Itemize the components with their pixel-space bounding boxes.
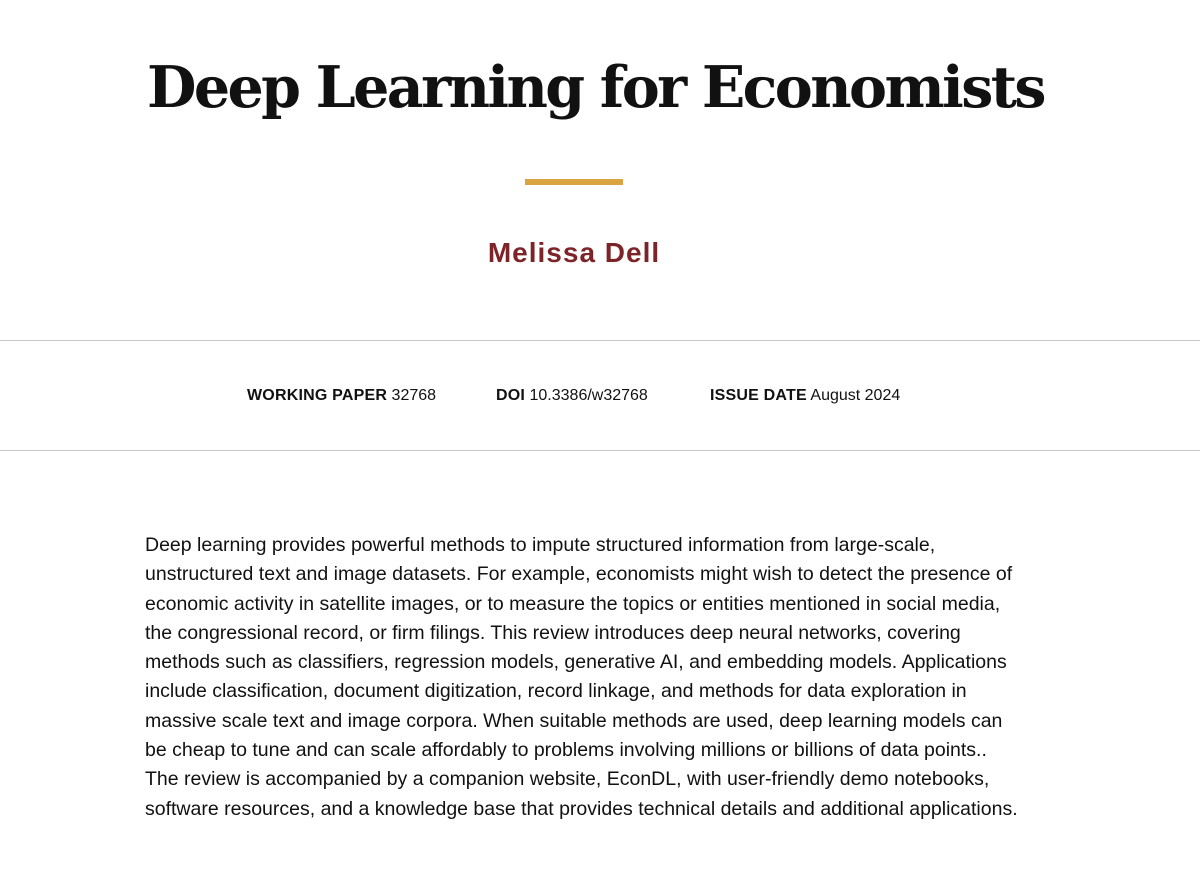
- title-accent-rule: [525, 179, 623, 185]
- doi-label: DOI: [496, 387, 526, 404]
- page-title: Deep Learning for Economists: [147, 54, 1044, 121]
- doi-info: [496, 386, 648, 406]
- author-link[interactable]: Melissa Dell: [487, 237, 661, 268]
- doi-value: 10.3386/w32768: [529, 387, 648, 404]
- paper-metadata-bar: [0, 340, 1200, 451]
- abstract-text: Deep learning provides powerful methods to impute structured information from large-scale, unstructured text and image datasets. For example, economists might wish to detect the presence of economic activity in satellite images, or to measure the topics or entities mentioned in social media, the congressional record, or firm filings. This review introduces deep neural networks, covering methods such as classifiers, regression models, generative AI, and embedding models. Applications include classification, document digitization, record linkage, and methods for data exploration in massive scale text and image corpora. When suitable methods are used, deep learning models can be cheap to tune and can scale affordably to problems involving millions or billions of data points.. The review is accompanied by a companion website, EconDL, with user-friendly demo notebooks, software resources, and a knowledge base that provides technical details and additional applications.: [145, 534, 1018, 820]
- working-paper-info: [247, 386, 436, 406]
- working-paper-label: WORKING PAPER: [247, 387, 388, 404]
- issue-date-label: ISSUE DATE: [710, 387, 807, 404]
- working-paper-number: 32768: [391, 387, 437, 404]
- issue-date-value: August 2024: [810, 387, 901, 404]
- issue-date-info: [710, 386, 900, 406]
